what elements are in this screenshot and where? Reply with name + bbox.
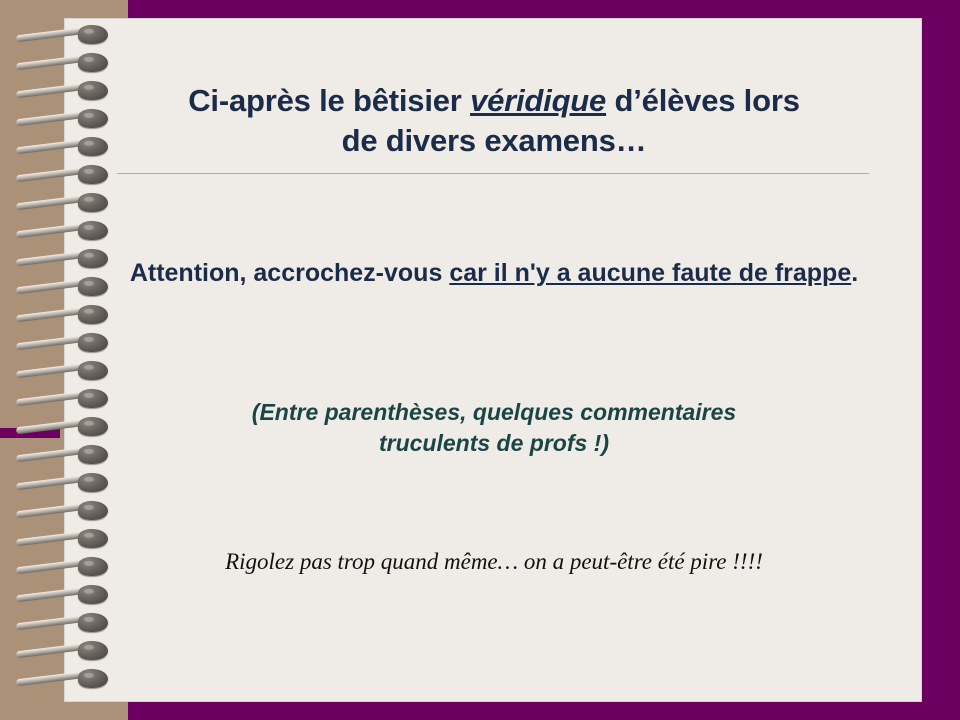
warning-text-after: .	[851, 259, 859, 287]
binder-strip-notch	[0, 428, 60, 438]
title-line2: de divers examens…	[341, 122, 647, 158]
warning-text-underlined: car il n'y a aucune faute de frappe	[449, 259, 852, 287]
notepad-page	[64, 18, 922, 702]
title-emphasis-veridique: véridique	[470, 83, 607, 118]
note-line2: truculents de profs !)	[378, 430, 609, 457]
title-line1-before: Ci-après le bêtisier	[188, 83, 471, 118]
title-divider	[117, 173, 869, 174]
title-block	[65, 81, 923, 160]
body-paragraph-note	[65, 397, 923, 459]
page-title	[109, 81, 879, 160]
footer-text: Rigolez pas trop quand même… on a peut-être été pire !!!!	[225, 549, 763, 574]
warning-text-before: Attention, accrochez-vous	[129, 259, 450, 287]
body-paragraph-warning	[65, 257, 923, 291]
body-paragraph-warning-inner	[130, 257, 858, 291]
title-line1-after: d’élèves lors	[606, 83, 800, 118]
body-paragraph-footer	[65, 549, 923, 575]
note-line1: (Entre parenthèses, quelques commentaires	[251, 399, 737, 425]
